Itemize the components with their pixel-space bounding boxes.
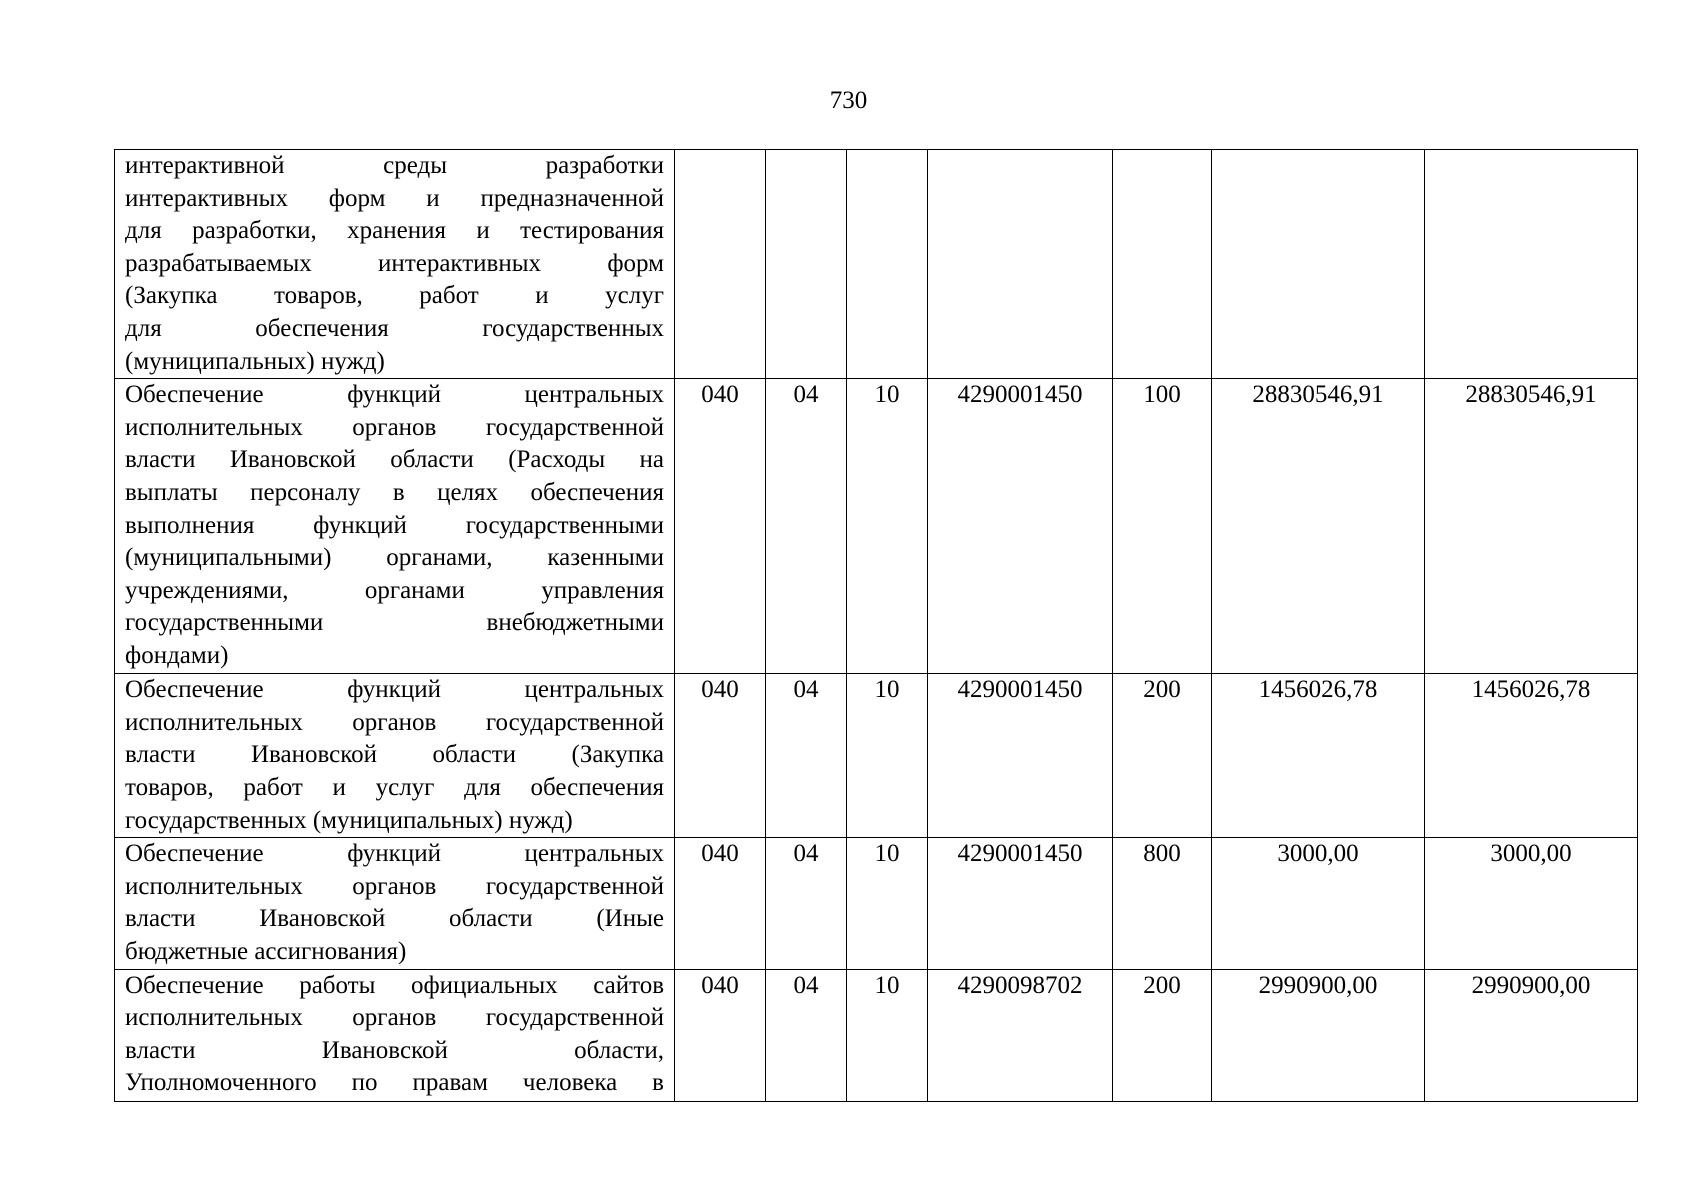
description-line: власти Ивановской области (Закупка (125, 741, 664, 769)
description-cell (115, 969, 675, 1101)
amount-2-cell: 3000,00 (1425, 838, 1638, 969)
amount-2-cell (1425, 150, 1638, 379)
subsection-cell: 10 (847, 674, 928, 838)
amount-2-cell: 1456026,78 (1425, 674, 1638, 838)
ministry-code-cell: 040 (675, 838, 766, 969)
subsection-cell (847, 150, 928, 379)
description-line: для обеспечения государственных (125, 314, 664, 342)
target-article-cell: 4290001450 (928, 674, 1113, 838)
description-line: Обеспечение функций центральных (125, 840, 664, 868)
expense-type-cell (1113, 150, 1212, 379)
description-cell (115, 379, 675, 674)
expense-type-cell: 200 (1113, 674, 1212, 838)
section-cell: 04 (766, 969, 847, 1101)
description-line: выплаты персоналу в целях обеспечения (125, 478, 664, 506)
description-line: Обеспечение функций центральных (125, 676, 664, 704)
expense-type-cell: 200 (1113, 969, 1212, 1101)
section-cell: 04 (766, 674, 847, 838)
table-row (115, 969, 1638, 1101)
amount-1-cell: 3000,00 (1212, 838, 1425, 969)
description-line: государственными внебюджетными (125, 609, 664, 637)
description-cell (115, 838, 675, 969)
section-cell: 04 (766, 379, 847, 674)
description-line: выполнения функций государственными (125, 511, 664, 539)
expense-type-cell: 800 (1113, 838, 1212, 969)
expense-type-cell: 100 (1113, 379, 1212, 674)
page-number: 730 (829, 87, 868, 114)
description-line: (муниципальных) нужд) (125, 347, 385, 375)
description-line: Уполномоченного по правам человека в (125, 1069, 664, 1097)
target-article-cell: 4290001450 (928, 379, 1113, 674)
description-line: для разработки, хранения и тестирования (125, 217, 664, 245)
section-cell: 04 (766, 838, 847, 969)
subsection-cell: 10 (847, 969, 928, 1101)
description-line: бюджетные ассигнования) (125, 937, 407, 965)
table-row (115, 379, 1638, 674)
description-line: (муниципальными) органами, казенными (125, 544, 664, 572)
subsection-cell: 10 (847, 379, 928, 674)
budget-table (114, 149, 1638, 1102)
amount-1-cell (1212, 150, 1425, 379)
description-line: исполнительных органов государственной (125, 413, 664, 441)
description-line: Обеспечение работы официальных сайтов (125, 971, 664, 999)
description-line: учреждениями, органами управления (125, 576, 664, 604)
target-article-cell (928, 150, 1113, 379)
description-line: власти Ивановской области (Иные (125, 905, 664, 933)
table-row (115, 838, 1638, 969)
ministry-code-cell: 040 (675, 969, 766, 1101)
description-line: фондами) (125, 641, 229, 669)
description-line: исполнительных органов государственной (125, 1004, 664, 1032)
description-line: Обеспечение функций центральных (125, 381, 664, 409)
description-line: государственных (муниципальных) нужд) (125, 806, 573, 834)
table-body (115, 150, 1638, 1102)
target-article-cell: 4290098702 (928, 969, 1113, 1101)
amount-1-cell: 1456026,78 (1212, 674, 1425, 838)
amount-1-cell: 28830546,91 (1212, 379, 1425, 674)
description-line: (Закупка товаров, работ и услуг (125, 282, 664, 310)
description-line: интерактивной среды разработки (125, 152, 664, 179)
section-cell (766, 150, 847, 379)
ministry-code-cell (675, 150, 766, 379)
description-line: исполнительных органов государственной (125, 872, 664, 900)
description-line: исполнительных органов государственной (125, 708, 664, 736)
ministry-code-cell: 040 (675, 674, 766, 838)
subsection-cell: 10 (847, 838, 928, 969)
table-row (115, 674, 1638, 838)
amount-1-cell: 2990900,00 (1212, 969, 1425, 1101)
description-line: власти Ивановской области (Расходы на (125, 446, 664, 474)
amount-2-cell: 2990900,00 (1425, 969, 1638, 1101)
description-cell (115, 674, 675, 838)
description-line: товаров, работ и услуг для обеспечения (125, 773, 664, 801)
description-line: разрабатываемых интерактивных форм (125, 249, 664, 277)
description-line: власти Ивановской области, (125, 1036, 664, 1064)
description-line: интерактивных форм и предназначенной (125, 184, 664, 212)
target-article-cell: 4290001450 (928, 838, 1113, 969)
amount-2-cell: 28830546,91 (1425, 379, 1638, 674)
table-row (115, 150, 1638, 379)
description-cell (115, 150, 675, 379)
ministry-code-cell: 040 (675, 379, 766, 674)
